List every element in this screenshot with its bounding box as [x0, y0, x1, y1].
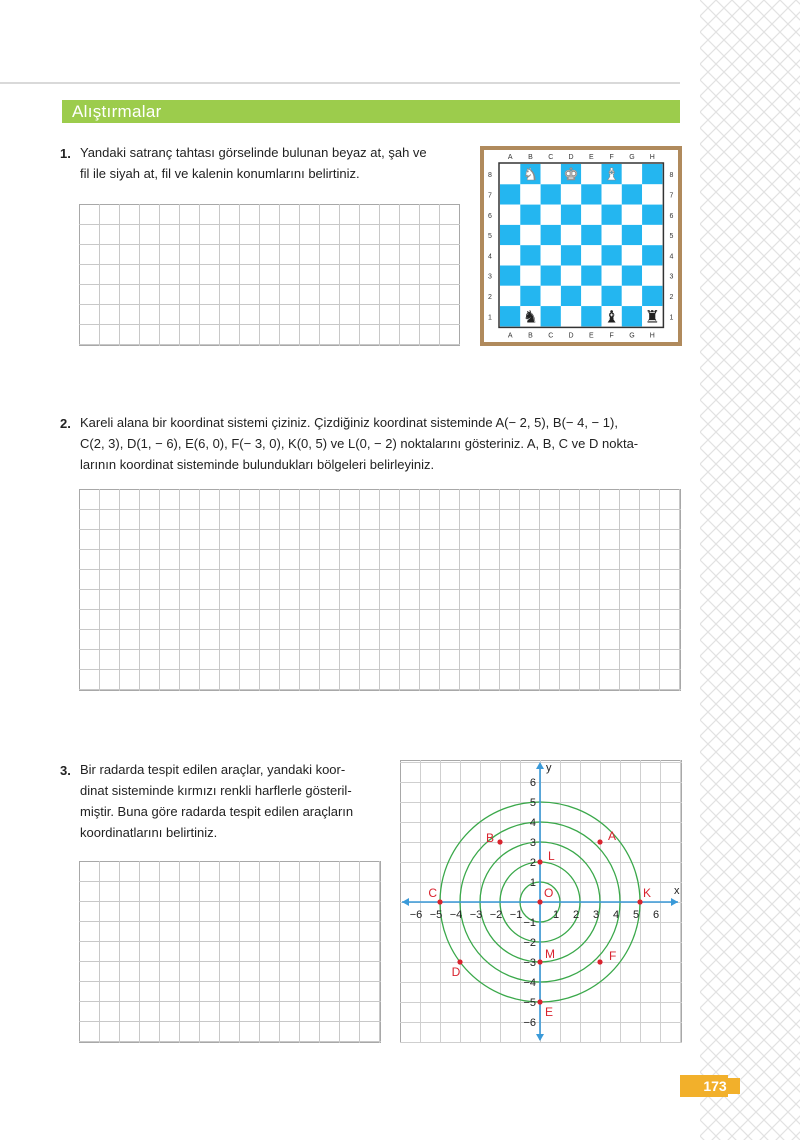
chess-square-F3 [602, 266, 622, 286]
chess-square-F4 [602, 245, 622, 265]
y-tick-label: −1 [523, 917, 536, 929]
chess-column-label-bottom: G [629, 332, 635, 340]
x-tick-label: 3 [592, 909, 600, 921]
chess-piece-black-rook-icon: ♜ [644, 307, 660, 328]
chess-square-B7 [520, 184, 540, 204]
chess-row-label-right: 6 [669, 212, 674, 220]
chess-row-label-left: 3 [488, 273, 492, 281]
chess-square-G6 [622, 205, 642, 225]
grid-border [80, 862, 381, 1043]
chess-square-C1 [541, 306, 561, 326]
chess-square-A5 [500, 225, 520, 245]
chess-square-F7 [602, 184, 622, 204]
chess-column-label-top: D [568, 154, 574, 161]
chess-piece-black-bishop-icon: ♝ [604, 307, 620, 328]
origin-label: O [544, 886, 554, 900]
x-tick-label: −4 [449, 909, 463, 921]
chess-square-E2 [581, 286, 601, 306]
question-1-line-2: fil ile siyah at, fil ve kalenin konumlarını belirtiniz. [80, 166, 360, 181]
chess-square-H3 [642, 266, 662, 286]
question-3-text [80, 759, 353, 843]
radar-point-label-L: L [548, 849, 555, 863]
x-tick-label: 4 [612, 909, 620, 921]
top-divider [0, 82, 680, 84]
chess-square-E7 [581, 184, 601, 204]
chess-column-label-top: A [507, 154, 513, 161]
chess-square-F5 [602, 225, 622, 245]
radar-point-label-F: F [609, 949, 617, 963]
chess-square-A6 [500, 205, 520, 225]
x-tick-label: −3 [469, 909, 483, 921]
question-3-line-2: dinat sisteminde kırmızı renkli harflerle gösteril- [80, 783, 352, 798]
chess-square-G5 [622, 225, 642, 245]
chess-square-D3 [561, 266, 581, 286]
question-2-line-2: C(2, 3), D(1, − 6), E(6, 0), F(− 3, 0), K(0, 5) ve L(0, − 2) noktalarını gösteriniz. A, B, C ve D nokta- [80, 436, 639, 451]
radar-origin-point [537, 899, 542, 904]
chess-row-label-right: 5 [669, 233, 674, 241]
chess-square-G4 [622, 245, 642, 265]
radar-point-F [597, 959, 602, 964]
section-title: Alıştırmalar [72, 102, 162, 121]
chess-square-C7 [541, 184, 561, 204]
chess-square-H7 [642, 184, 662, 204]
y-tick-label: 6 [529, 777, 536, 789]
radar-point-label-A: A [608, 829, 617, 843]
answer-grid-1[interactable] [79, 204, 460, 346]
chess-piece-white-king-icon: ♚ [563, 165, 579, 186]
chess-square-F2 [602, 286, 622, 306]
chess-row-label-right: 7 [669, 192, 674, 200]
question-1-text [80, 142, 427, 184]
y-axis-label: y [546, 762, 552, 774]
chess-row-label-left: 5 [488, 233, 492, 241]
question-2-text [80, 412, 638, 475]
chess-column-label-bottom: C [548, 332, 554, 340]
radar-point-B [497, 839, 502, 844]
chess-piece-white-knight-icon: ♞ [522, 165, 539, 186]
radar-point-D [457, 959, 462, 964]
radar-point-M [537, 959, 542, 964]
question-2-number: 2. [60, 416, 71, 431]
x-tick-label: 6 [652, 909, 660, 921]
chess-square-H5 [642, 225, 662, 245]
chess-column-label-top: F [609, 154, 614, 161]
chess-column-label-bottom: F [609, 332, 614, 340]
radar-point-label-D: D [451, 965, 461, 979]
chess-square-C8 [541, 164, 561, 184]
chess-row-label-left: 1 [488, 314, 492, 322]
chess-square-D2 [561, 286, 581, 306]
chess-column-label-top: H [649, 154, 655, 161]
x-tick-label: 5 [632, 909, 640, 921]
chess-square-C3 [541, 266, 561, 286]
chess-row-label-left: 7 [488, 192, 492, 200]
chess-square-A4 [500, 245, 520, 265]
question-1-line-1: Yandaki satranç tahtası görselinde bulunan beyaz at, şah ve [80, 145, 427, 160]
chess-square-A7 [500, 184, 520, 204]
question-2-line-3: larının koordinat sisteminde bulundukları bölgeleri belirleyiniz. [80, 457, 435, 472]
radar-point-label-M: M [545, 947, 555, 961]
y-tick-label: 3 [529, 837, 536, 849]
question-2-line-1: Kareli alana bir koordinat sistemi çiziniz. Çizdiğiniz koordinat sisteminde A(− 2, 5), B(− 4, − 1), [80, 415, 618, 430]
chess-square-D4 [561, 245, 581, 265]
y-tick-label: 2 [529, 857, 536, 869]
chess-column-label-bottom: A [507, 332, 513, 340]
x-tick-label: −6 [409, 909, 423, 921]
question-1-number: 1. [60, 146, 71, 161]
y-tick-label: 4 [529, 817, 536, 829]
chess-square-H2 [642, 286, 662, 306]
y-tick-label: −4 [523, 977, 536, 989]
chess-column-label-bottom: D [568, 332, 574, 340]
chess-column-label-bottom: B [528, 332, 533, 340]
chess-square-E6 [581, 205, 601, 225]
chess-row-label-left: 2 [488, 293, 492, 301]
chess-square-B2 [520, 286, 540, 306]
y-tick-label: −3 [523, 957, 536, 969]
chess-row-label-left: 4 [488, 253, 492, 261]
chess-column-label-top: B [528, 154, 533, 161]
chess-square-B4 [520, 245, 540, 265]
chess-square-G8 [622, 164, 642, 184]
y-tick-label: −2 [523, 937, 536, 949]
chess-row-label-right: 8 [669, 172, 674, 180]
radar-point-label-K: K [643, 886, 652, 900]
radar-point-label-E: E [545, 1005, 554, 1019]
chess-square-E8 [581, 164, 601, 184]
chess-piece-black-knight-icon: ♞ [522, 307, 539, 328]
chess-square-H6 [642, 205, 662, 225]
x-axis-label: x [674, 885, 680, 897]
y-tick-label: 5 [529, 797, 536, 809]
radar-point-L [537, 859, 542, 864]
chess-piece-white-bishop-icon: ♝ [604, 165, 620, 186]
question-3-line-3: miştir. Buna göre radarda tespit edilen araçların [80, 804, 354, 819]
chess-square-G1 [622, 306, 642, 326]
x-tick-label: 2 [572, 909, 580, 921]
chess-square-C4 [541, 245, 561, 265]
radar-point-K [637, 899, 642, 904]
chess-square-B6 [520, 205, 540, 225]
chess-row-label-left: 8 [488, 172, 492, 180]
chess-row-label-right: 1 [669, 314, 674, 322]
chess-square-E1 [581, 306, 601, 326]
chess-column-label-top: C [548, 154, 554, 161]
chess-square-G3 [622, 266, 642, 286]
chess-square-B5 [520, 225, 540, 245]
section-header-bar [62, 100, 680, 123]
chess-square-A2 [500, 286, 520, 306]
chess-square-D5 [561, 225, 581, 245]
chess-square-G7 [622, 184, 642, 204]
chess-square-E5 [581, 225, 601, 245]
question-3-line-1: Bir radarda tespit edilen araçlar, yandaki koor- [80, 762, 346, 777]
radar-point-C [437, 899, 442, 904]
chess-square-D6 [561, 205, 581, 225]
radar-point-A [597, 839, 602, 844]
chess-square-A3 [500, 266, 520, 286]
chess-square-B3 [520, 266, 540, 286]
y-tick-label: −6 [523, 1017, 536, 1029]
radar-point-label-C: C [428, 886, 437, 900]
radar-coordinate-diagram [400, 760, 682, 1043]
chess-square-A1 [500, 306, 520, 326]
chess-square-E3 [581, 266, 601, 286]
chess-square-C5 [541, 225, 561, 245]
chess-column-label-bottom: E [589, 332, 594, 340]
chess-square-D7 [561, 184, 581, 204]
answer-grid-3[interactable] [79, 861, 381, 1043]
chess-square-C6 [541, 205, 561, 225]
chess-row-label-left: 6 [488, 212, 492, 220]
chess-square-F6 [602, 205, 622, 225]
chess-row-label-right: 3 [669, 273, 674, 281]
x-tick-label: 1 [552, 909, 560, 921]
chess-board [480, 146, 682, 346]
chess-column-label-bottom: H [649, 332, 655, 340]
y-tick-label: 1 [529, 877, 536, 889]
page-number: 173 [703, 1078, 727, 1094]
chess-square-A8 [500, 164, 520, 184]
chess-square-D1 [561, 306, 581, 326]
chess-square-G2 [622, 286, 642, 306]
radar-point-E [537, 999, 542, 1004]
answer-grid-2[interactable] [79, 489, 681, 691]
chess-square-C2 [541, 286, 561, 306]
question-3-number: 3. [60, 763, 71, 778]
chess-square-H4 [642, 245, 662, 265]
x-tick-label: −5 [429, 909, 443, 921]
x-tick-label: −2 [489, 909, 503, 921]
y-tick-label: −5 [523, 997, 536, 1009]
chess-row-label-right: 4 [669, 253, 674, 261]
decorative-diamond-pattern [700, 0, 800, 1140]
chess-square-E4 [581, 245, 601, 265]
chess-square-H8 [642, 164, 662, 184]
chess-row-label-right: 2 [669, 293, 674, 301]
radar-point-label-B: B [485, 831, 494, 845]
x-tick-label: −1 [509, 909, 523, 921]
chess-column-label-top: E [589, 154, 594, 161]
question-3-line-4: koordinatlarını belirtiniz. [80, 825, 218, 840]
chess-column-label-top: G [629, 154, 635, 161]
